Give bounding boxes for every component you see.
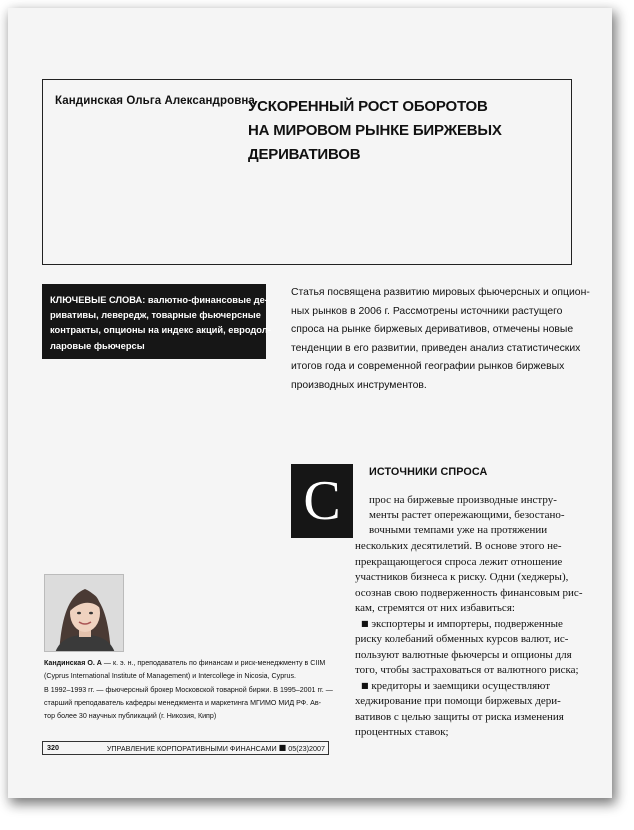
square-separator-icon: ■	[278, 743, 287, 752]
abstract-line: производных инструментов.	[291, 379, 427, 391]
bullet-item	[361, 618, 563, 630]
body-line: осознав свою подверженность финансовым рис-	[355, 587, 583, 599]
keywords-line: КЛЮЧЕВЫЕ СЛОВА: валютно-финансовые де-	[50, 295, 268, 305]
body-line: менты растет опережающими, безостано-	[369, 509, 565, 521]
page-footer	[42, 741, 329, 755]
abstract-line: спроса на рынке биржевых деривативов, отмечены новые	[291, 324, 574, 335]
keywords-box	[42, 284, 271, 359]
body-line: кам, стремятся от них избавиться:	[355, 602, 515, 614]
author-name: Кандинская Ольга Александровна	[55, 95, 255, 107]
bio-line	[44, 657, 344, 670]
body-line: экспортеры и импортеры, подверженные	[371, 618, 563, 630]
drop-cap: С	[291, 464, 353, 538]
section-heading: ИСТОЧНИКИ СПРОСА	[369, 466, 488, 478]
abstract	[291, 284, 590, 395]
abstract-line: итогов года и современной географии рынков биржевых	[291, 361, 565, 372]
keywords-line: ривативы, левередж, товарные фьючерсные	[50, 310, 261, 321]
body-line: вочными темпами уже на протяжении	[369, 524, 548, 536]
body-line: прекращающегося спроса лежит отношение	[355, 556, 563, 568]
bio-line: (Cyprus International Institute of Management) и Intercollege in Nicosia, Cyprus.	[44, 672, 296, 681]
title-line: УСКОРЕННЫЙ РОСТ ОБОРОТОВ	[248, 98, 488, 115]
abstract-line: тенденции в его развитии, приведен анализ статистических	[291, 342, 581, 354]
author-bio	[44, 657, 344, 723]
body-line: прос на биржевые производные инстру-	[369, 494, 557, 506]
journal-name: УПРАВЛЕНИЕ КОРПОРАТИВНЫМИ ФИНАНСАМИ	[106, 744, 277, 753]
body-line: того, чтобы застраховаться от валютного риска;	[355, 664, 579, 676]
title-line: ДЕРИВАТИВОВ	[248, 146, 361, 163]
bio-text: — к. э. н., преподаватель по финансам и риск-менеджменту в CIIM	[101, 659, 326, 667]
square-bullet-icon: ■	[361, 681, 369, 690]
body-line: процентных ставок;	[355, 726, 449, 738]
body-line: вативов с целью защиты от риска изменения	[355, 711, 564, 723]
keywords-line: контракты, опционы на индекс акций, евродол-	[50, 325, 271, 336]
body-line: хеджирование при помощи биржевых дери-	[355, 695, 561, 707]
square-bullet-icon: ■	[361, 619, 369, 628]
body-line: участников бизнеса к риску. Одни (хеджеры),	[355, 571, 569, 583]
page-number: 320	[47, 743, 59, 752]
title-line: НА МИРОВОМ РЫНКЕ БИРЖЕВЫХ	[248, 122, 502, 139]
bullet-item	[361, 680, 550, 692]
journal-issue: 05(23)2007	[288, 744, 325, 753]
author-photo	[44, 574, 124, 652]
body-line: риску колебаний обменных курсов валют, ис-	[355, 633, 569, 645]
abstract-line: ных рынков в 2006 г. Рассмотрены источники растущего	[291, 305, 563, 317]
keywords-line: ларовые фьючерсы	[50, 340, 145, 351]
bio-line: тор более 30 научных публикаций (г. Никозия, Кипр)	[44, 712, 217, 721]
body-line: пользуют валютные фьючерсы и опционы для	[355, 649, 572, 661]
bio-line: старший преподаватель кафедры менеджмента и маркетинга МГИМО МИД РФ. Ав-	[44, 698, 321, 707]
body-line: нескольких десятилетий. В основе этого не-	[355, 540, 562, 552]
abstract-line: Статья посвящена развитию мировых фьючерсных и опцион-	[291, 287, 590, 298]
body-line: кредиторы и заемщики осуществляют	[371, 680, 551, 692]
article-title	[248, 95, 518, 167]
journal-info	[107, 742, 325, 755]
bio-line: В 1992–1993 гг. — фьючерсный брокер Московской товарной биржи. В 1995–2001 гг. —	[44, 685, 333, 694]
bio-name: Кандинская О. А	[44, 659, 102, 667]
